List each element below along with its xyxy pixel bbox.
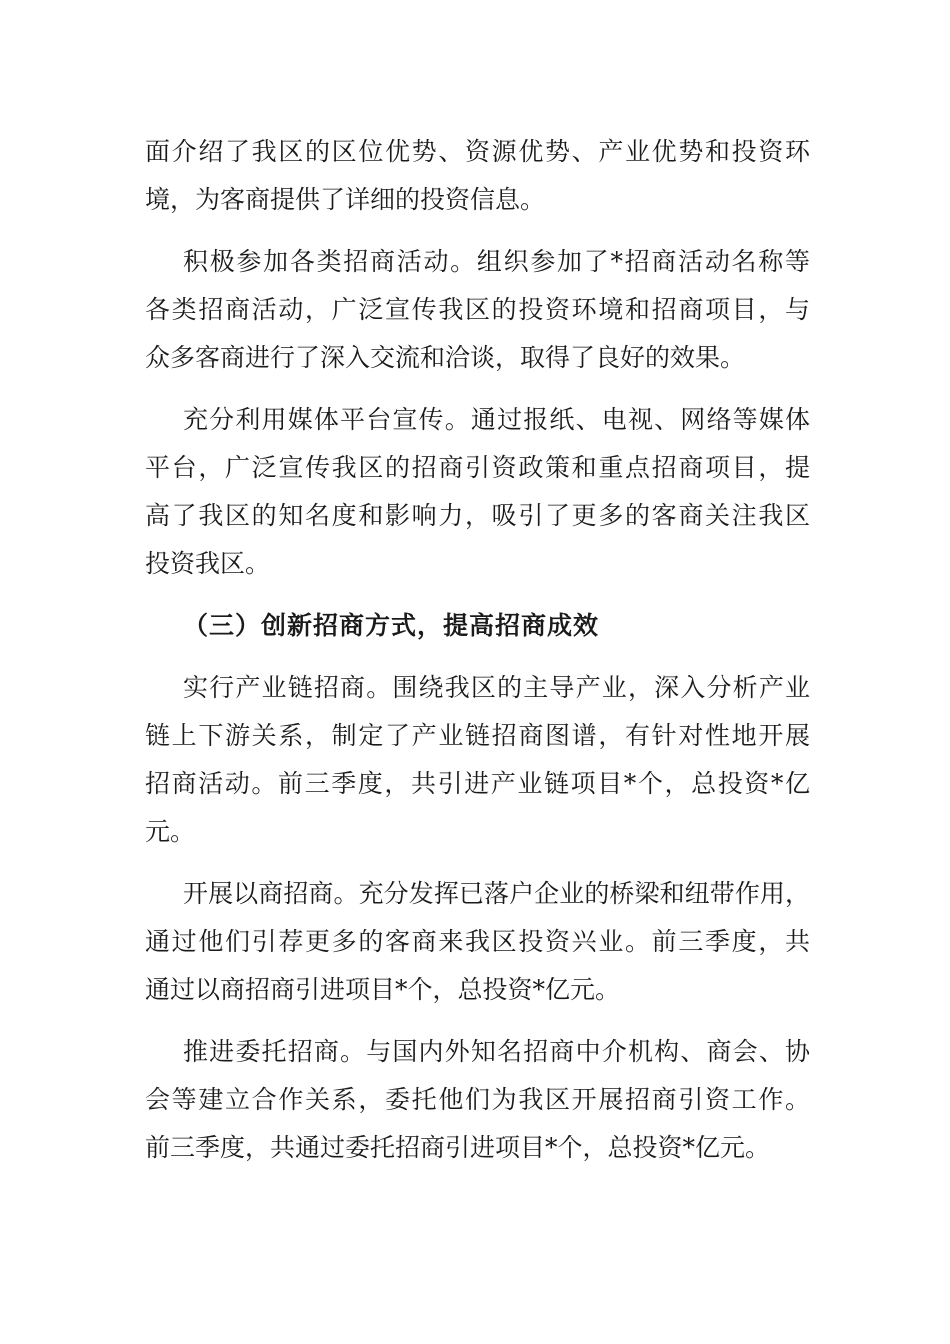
text-line: 推进委托招商。与国内外知名招商中介机构、商会、协 [183, 1037, 810, 1066]
text-line: 各类招商活动，广泛宣传我区的投资环境和招商项目，与 [145, 295, 810, 324]
document-page [145, 128, 810, 1186]
text-line: 元。 [145, 817, 196, 846]
paragraph-media-promotion [145, 396, 810, 588]
text-line: 链上下游关系，制定了产业链招商图谱，有针对性地开展 [145, 721, 810, 750]
paragraph-investment-info [145, 128, 810, 224]
paragraph-industry-chain [145, 664, 810, 856]
text-line: 面介绍了我区的区位优势、资源优势、产业优势和投资环 [145, 137, 810, 166]
text-line: 会等建立合作关系，委托他们为我区开展招商引资工作。 [145, 1085, 810, 1114]
text-line: 充分利用媒体平台宣传。通过报纸、电视、网络等媒体 [183, 405, 810, 434]
text-line: 投资我区。 [145, 549, 271, 578]
paragraph-entrusted-investment [145, 1028, 810, 1172]
paragraph-promotion-events [145, 238, 810, 382]
text-line: 开展以商招商。充分发挥已落户企业的桥梁和纽带作用， [183, 879, 810, 908]
text-line: 通过他们引荐更多的客商来我区投资兴业。前三季度，共 [145, 927, 810, 956]
paragraph-business-referral [145, 870, 810, 1014]
text-line: 境，为客商提供了详细的投资信息。 [145, 185, 546, 214]
text-line: 通过以商招商引进项目*个，总投资*亿元。 [145, 975, 621, 1004]
text-line: 平台，广泛宣传我区的招商引资政策和重点招商项目，提 [145, 453, 810, 482]
text-line: 高了我区的知名度和影响力，吸引了更多的客商关注我区 [145, 501, 810, 530]
text-line: 众多客商进行了深入交流和洽谈，取得了良好的效果。 [145, 343, 746, 372]
text-line: 积极参加各类招商活动。组织参加了*招商活动名称等 [183, 247, 810, 276]
text-line: 招商活动。前三季度，共引进产业链项目*个，总投资*亿 [145, 769, 810, 798]
section-heading: （三）创新招商方式，提高招商成效 [183, 611, 600, 640]
text-line: 前三季度，共通过委托招商引进项目*个，总投资*亿元。 [145, 1133, 771, 1162]
text-line: 实行产业链招商。围绕我区的主导产业，深入分析产业 [183, 673, 810, 702]
